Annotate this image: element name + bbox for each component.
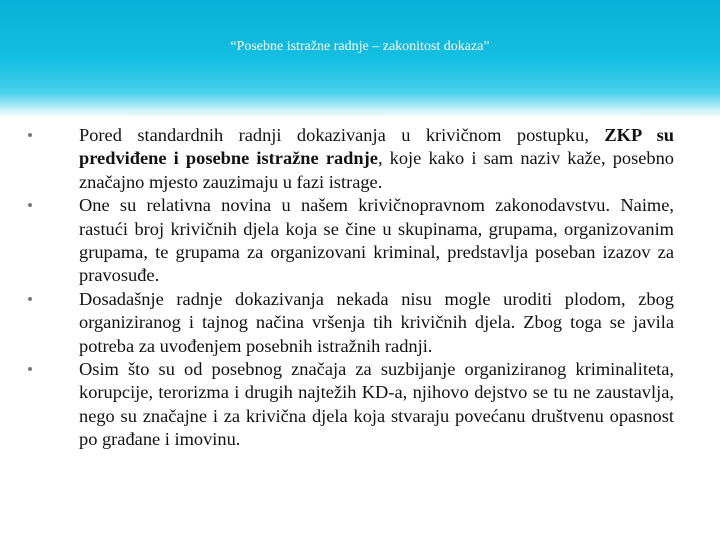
bullet-list xyxy=(24,124,674,452)
bullet-item xyxy=(24,358,674,452)
bullet-dot-icon xyxy=(28,297,32,301)
bullet-text: One su relativna novina u našem krivičnopravnom zakonodavstvu. Naime, rastući broj krivičnih djela koja se čine u skupinama, grupama, organizovanim grupama, te grupama za organizovani kriminal, predstavlja poseban izazov za pravosuđe. xyxy=(79,195,674,286)
bullet-item xyxy=(24,288,674,358)
bullet-dot-icon xyxy=(28,203,32,207)
bullet-text: Osim što su od posebnog značaja za suzbijanje organiziranog kriminaliteta, korupcije, terorizma i drugih najtežih KD-a, njihovo dejstvo se tu ne zaustavlja, nego su značajne i za krivična djela koja stvaraju povećanu društvenu opasnost po građane i imovinu. xyxy=(79,359,674,450)
bullet-dot-icon xyxy=(28,367,32,371)
banner-fade xyxy=(0,108,720,118)
slide-title: “Posebne istražne radnje – zakonitost dokaza” xyxy=(230,39,490,54)
bullet-item xyxy=(24,194,674,288)
bullet-text: Dosadašnje radnje dokazivanja nekada nisu mogle uroditi plodom, zbog organiziranog i tajnog načina vršenja tih krivičnih djela. Zbog toga se javila potreba za uvođenjem posebnih istražnih radnji. xyxy=(79,288,674,356)
bullet-dot-icon xyxy=(28,133,32,137)
bullet-item xyxy=(24,124,674,194)
bullet-text: Pored standardnih radnji dokazivanja u krivičnom postupku, ZKP su predviđene i posebne istražne radnje, koje kako i sam naziv kaže, posebno značajno mjesto zauzimaju u fazi istrage. xyxy=(79,125,674,192)
